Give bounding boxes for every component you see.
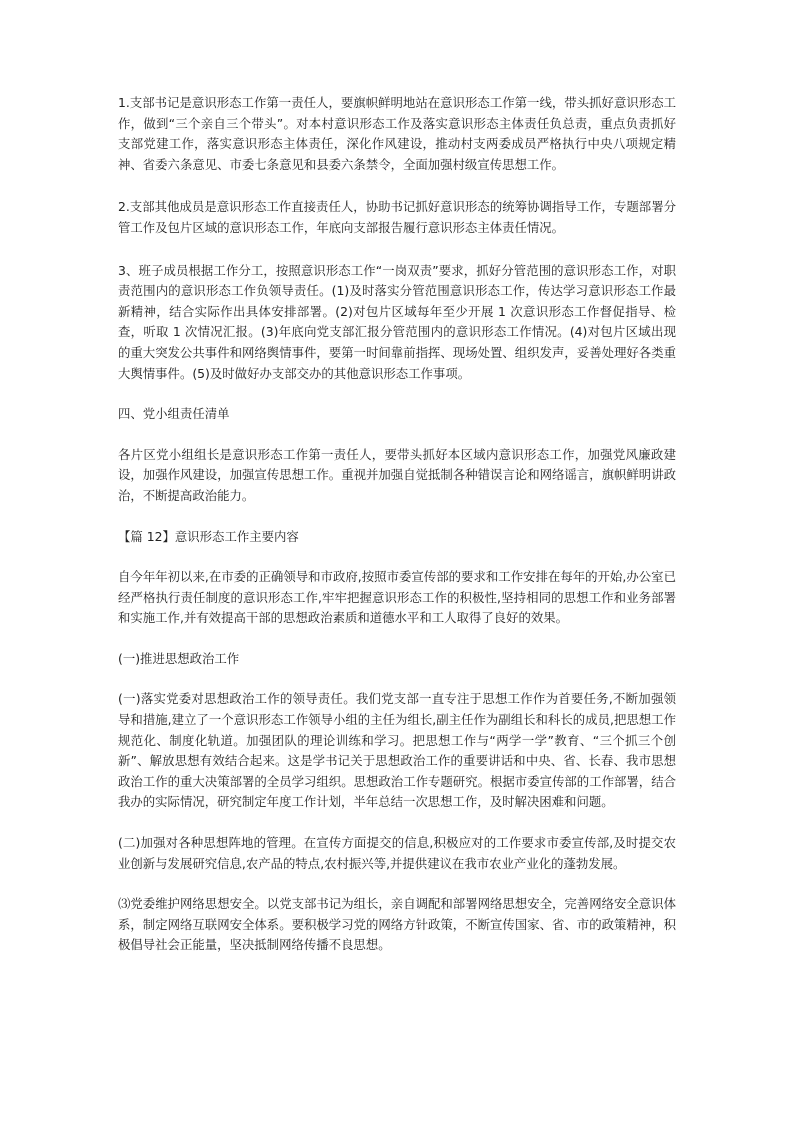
paragraph-secretary-responsibility: 1.支部书记是意识形态工作第一责任人，要旗帜鲜明地站在意识形态工作第一线，带头抓好意识形态工作，做到“三个亲自三个带头”。对本村意识形态工作及落实意识形态主体责任负总责，重点负责抓好支部党建工作，落实意识形态主体责任，深化作风建设，推动村支两委成员严格执行中央八项规定精神、省委六条意见、市委七条意见和县委六条禁令，全面加强村级宣传思想工作。 [118,95,676,172]
paragraph-ideological-positions: (二)加强对各种思想阵地的管理。在宣传方面提交的信息,积极应对的工作要求市委宣传部,及时提交农业创新与发展研究信息,农产品的特点,农村振兴等,并提供建议在我市农业产业化的蓬勃发展。 [118,835,676,871]
paragraph-party-group-leader: 各片区党小组组长是意识形态工作第一责任人，要带头抓好本区域内意识形态工作，加强党风廉政建设，加强作风建设，加强宣传思想工作。重视并加强自觉抵制各种错误言论和网络谣言，旗帜鲜明讲政治，不断提高政治能力。 [118,446,676,503]
paragraph-network-security: ⑶党委维护网络思想安全。以党支部书记为组长，亲自调配和部署网络思想安全，完善网络安全意识体系，制定网络互联网安全体系。要积极学习党的网络方针政策，不断宣传国家、省、市的政策精神，积极倡导社会正能量，坚决抵制网络传播不良思想。 [118,896,676,953]
paragraph-other-members-responsibility: 2.支部其他成员是意识形态工作直接责任人，协助书记抓好意识形态的统筹协调指导工作，专题部署分管工作及包片区域的意识形态工作，年底向支部报告履行意识形态主体责任情况。 [118,199,676,235]
paragraph-leadership-responsibility: (一)落实党委对思想政治工作的领导责任。我们党支部一直专注于思想工作作为首要任务,不断加强领导和措施,建立了一个意识形态工作领导小组的主任为组长,副主任作为副组长和科长的成员,把思想工作规范化、制度化轨道。加强团队的理论训练和学习。把思想工作与“两学一学”教育、“三个抓三个创新”、解放思想有效结合起来。这是学书记关于思想政治工作的重要讲话和中央、省、长春、我市思想政治工作的重大决策部署的全员学习组织。思想政治工作专题研究。根据市委宣传部的工作部署，结合我办的实际情况，研究制定年度工作计划，半年总结一次思想工作，及时解决困难和问题。 [118,691,676,810]
section-heading-party-group: 四、党小组责任清单 [118,406,230,422]
article-heading-12: 【篇 12】意识形态工作主要内容 [118,528,299,544]
subheading-political-work: (一)推进思想政治工作 [118,650,240,666]
paragraph-intro: 自今年年初以来,在市委的正确领导和市政府,按照市委宣传部的要求和工作安排在每年的开始,办公室已经严格执行责任制度的意识形态工作,牢牢把握意识形态工作的积极性,坚持相同的思想工作和业务部署和实施工作,并有效提高干部的思想政治素质和道德水平和工人取得了良好的效果。 [118,569,676,626]
paragraph-team-members-responsibility: 3、班子成员根据工作分工，按照意识形态工作“一岗双责”要求，抓好分管范围的意识形态工作，对职责范围内的意识形态工作负领导责任。(1)及时落实分管范围意识形态工作，传达学习意识形态工作最新精神，结合实际作出具体安排部署。(2)对包片区域每年至少开展 1 次意识形态工作督促指导、检查，听取 1 次情况汇报。(3)年底向党支部汇报分管范围内的意识形态工作情况。(4)对包片区域出现的重大突发公共事件和网络舆情事件，要第一时间靠前指挥、现场处置、组织发声，妥善处理好各类重大舆情事件。(5)及时做好办支部交办的其他意识形态工作事项。 [118,262,676,381]
